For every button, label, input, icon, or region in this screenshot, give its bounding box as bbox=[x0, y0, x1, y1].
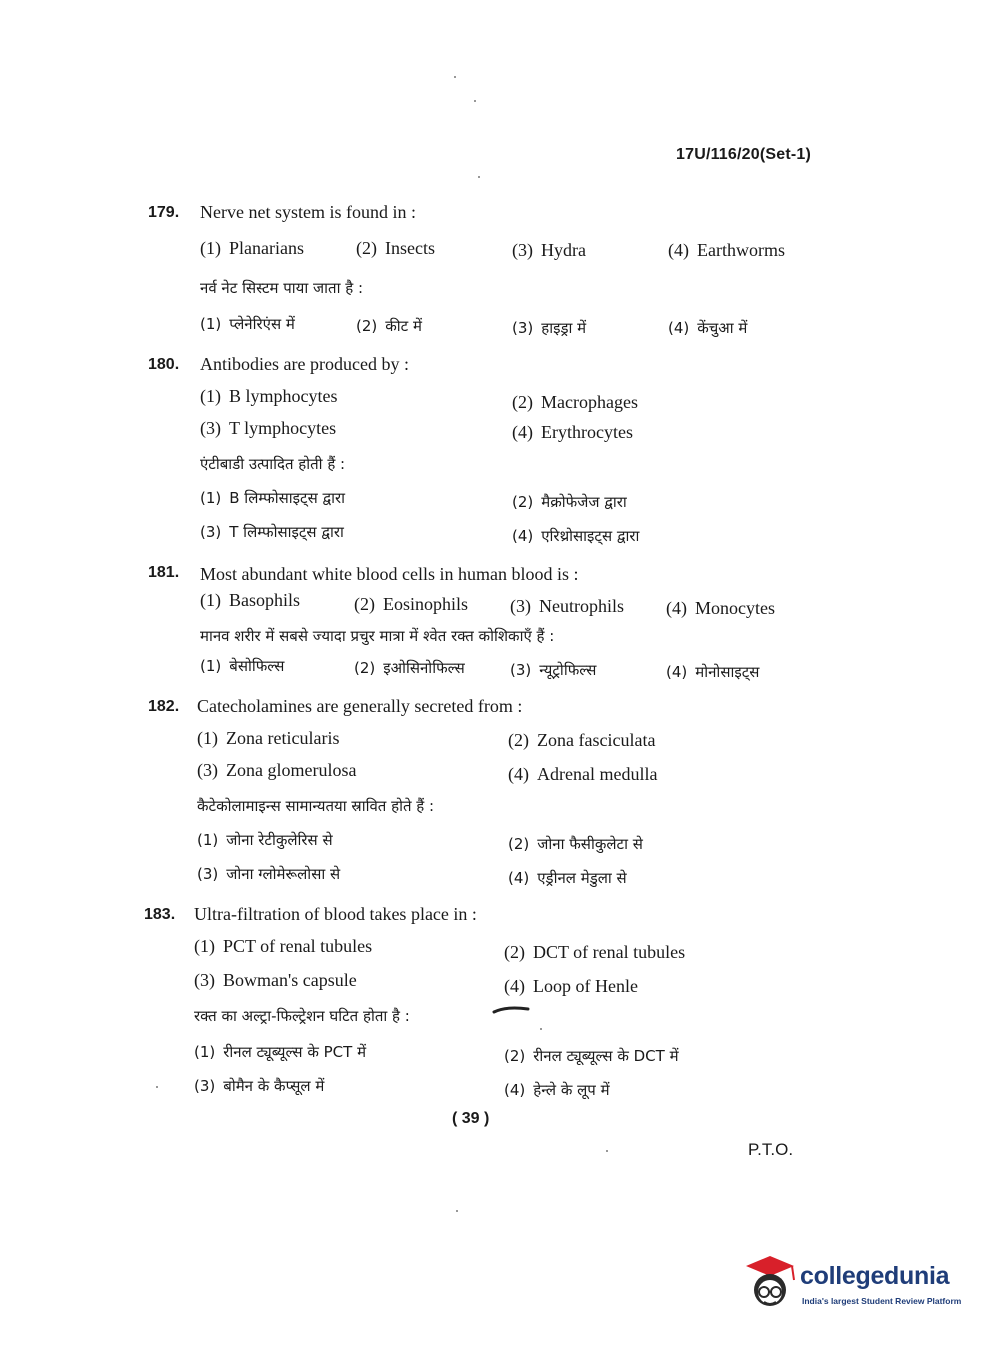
question-number: 181. bbox=[148, 564, 180, 581]
question-text-en: Antibodies are produced by : bbox=[200, 354, 409, 374]
graduate-mascot-icon bbox=[740, 1252, 796, 1312]
option-1-en: (1) Basophils bbox=[200, 590, 301, 610]
scan-speck bbox=[156, 1086, 158, 1088]
option-4-hi: (4) हेन्ले के लूप में bbox=[504, 1081, 610, 1099]
pto-label: P.T.O. bbox=[748, 1140, 794, 1159]
option-3-en: (3) Bowman's capsule bbox=[194, 970, 357, 990]
option-4-en: (4) Adrenal medulla bbox=[508, 764, 658, 784]
question-number: 179. bbox=[148, 204, 180, 221]
option-1-en: (1) Zona reticularis bbox=[197, 728, 340, 748]
option-2-hi: (2) जोना फैसीकुलेटा से bbox=[508, 835, 643, 853]
option-1-hi: (1) प्लेनेरिएंस में bbox=[200, 315, 295, 333]
option-3-en: (3) Neutrophils bbox=[510, 596, 624, 616]
option-3-en: (3) Hydra bbox=[512, 240, 586, 260]
option-4-en: (4) Loop of Henle bbox=[504, 976, 638, 996]
scan-speck bbox=[478, 176, 480, 178]
option-1-hi: (1) बेसोफिल्स bbox=[200, 657, 285, 675]
option-1-hi: (1) रीनल ट्यूब्यूल्स के PCT में bbox=[194, 1043, 367, 1061]
question-text-hi: नर्व नेट सिस्टम पाया जाता है : bbox=[200, 279, 364, 297]
question-text-en: Catecholamines are generally secreted from : bbox=[197, 696, 523, 716]
option-4-hi: (4) केंचुआ में bbox=[668, 319, 748, 337]
option-2-en: (2) DCT of renal tubules bbox=[504, 942, 686, 962]
option-3-en: (3) Zona glomerulosa bbox=[197, 760, 357, 780]
option-4-hi: (4) एड्रीनल मेडुला से bbox=[508, 869, 627, 887]
option-2-hi: (2) इओसिनोफिल्स bbox=[354, 659, 465, 677]
option-3-hi: (3) न्यूट्रोफिल्स bbox=[510, 661, 597, 679]
question-number: 183. bbox=[144, 906, 176, 923]
question-text-hi: रक्त का अल्ट्रा-फिल्ट्रेशन घटित होता है : bbox=[194, 1007, 410, 1025]
option-2-hi: (2) मैक्रोफेजेज द्वारा bbox=[512, 493, 627, 511]
question-text-hi: मानव शरीर में सबसे ज्यादा प्रचुर मात्रा में श्वेत रक्त कोशिकाएँ हैं : bbox=[200, 627, 555, 645]
brand-watermark bbox=[740, 1248, 970, 1318]
option-1-hi: (1) जोना रेटीकुलेरिस से bbox=[197, 831, 333, 849]
option-2-en: (2) Macrophages bbox=[512, 392, 638, 412]
option-2-en: (2) Eosinophils bbox=[354, 594, 469, 614]
pen-mark bbox=[492, 1004, 530, 1016]
option-2-hi: (2) रीनल ट्यूब्यूल्स के DCT में bbox=[504, 1047, 679, 1065]
question-number: 182. bbox=[148, 698, 180, 715]
option-3-hi: (3) जोना ग्लोमेरूलोसा से bbox=[197, 865, 341, 883]
question-text-en: Nerve net system is found in : bbox=[200, 202, 416, 222]
question-text-hi: कैटेकोलामाइन्स सामान्यतया स्रावित होते हैं : bbox=[197, 797, 435, 815]
scan-speck bbox=[456, 1210, 458, 1212]
option-1-en: (1) B lymphocytes bbox=[200, 386, 338, 406]
option-1-hi: (1) B लिम्फोसाइट्स द्वारा bbox=[200, 489, 346, 507]
option-1-en: (1) PCT of renal tubules bbox=[194, 936, 373, 956]
scan-speck bbox=[606, 1150, 608, 1152]
scan-speck bbox=[540, 1028, 542, 1030]
option-3-en: (3) T lymphocytes bbox=[200, 418, 337, 438]
brand-tagline: India's largest Student Review Platform bbox=[802, 1296, 962, 1306]
question-text-en: Ultra-filtration of blood takes place in : bbox=[194, 904, 477, 924]
option-2-hi: (2) कीट में bbox=[356, 317, 422, 335]
option-4-hi: (4) मोनोसाइट्स bbox=[666, 663, 760, 681]
option-2-en: (2) Zona fasciculata bbox=[508, 730, 656, 750]
option-1-en: (1) Planarians bbox=[200, 238, 304, 258]
paper-code: 17U/116/20(Set-1) bbox=[676, 146, 812, 163]
scan-speck bbox=[474, 100, 476, 102]
scan-speck bbox=[454, 76, 456, 78]
question-text-en: Most abundant white blood cells in human blood is : bbox=[200, 564, 579, 584]
question-number: 180. bbox=[148, 356, 180, 373]
option-4-en: (4) Erythrocytes bbox=[512, 422, 633, 442]
option-2-en: (2) Insects bbox=[356, 238, 435, 258]
option-4-en: (4) Earthworms bbox=[668, 240, 785, 260]
brand-name: collegedunia bbox=[800, 1262, 950, 1290]
option-3-hi: (3) T लिम्फोसाइट्स द्वारा bbox=[200, 523, 344, 541]
option-3-hi: (3) बोमैन के कैप्सूल में bbox=[194, 1077, 325, 1095]
question-text-hi: एंटीबाडी उत्पादित होती हैं : bbox=[200, 455, 346, 473]
page-number: ( 39 ) bbox=[452, 1110, 490, 1127]
option-3-hi: (3) हाइड्रा में bbox=[512, 319, 587, 337]
option-4-en: (4) Monocytes bbox=[666, 598, 775, 618]
option-4-hi: (4) एरिथ्रोसाइट्स द्वारा bbox=[512, 527, 640, 545]
